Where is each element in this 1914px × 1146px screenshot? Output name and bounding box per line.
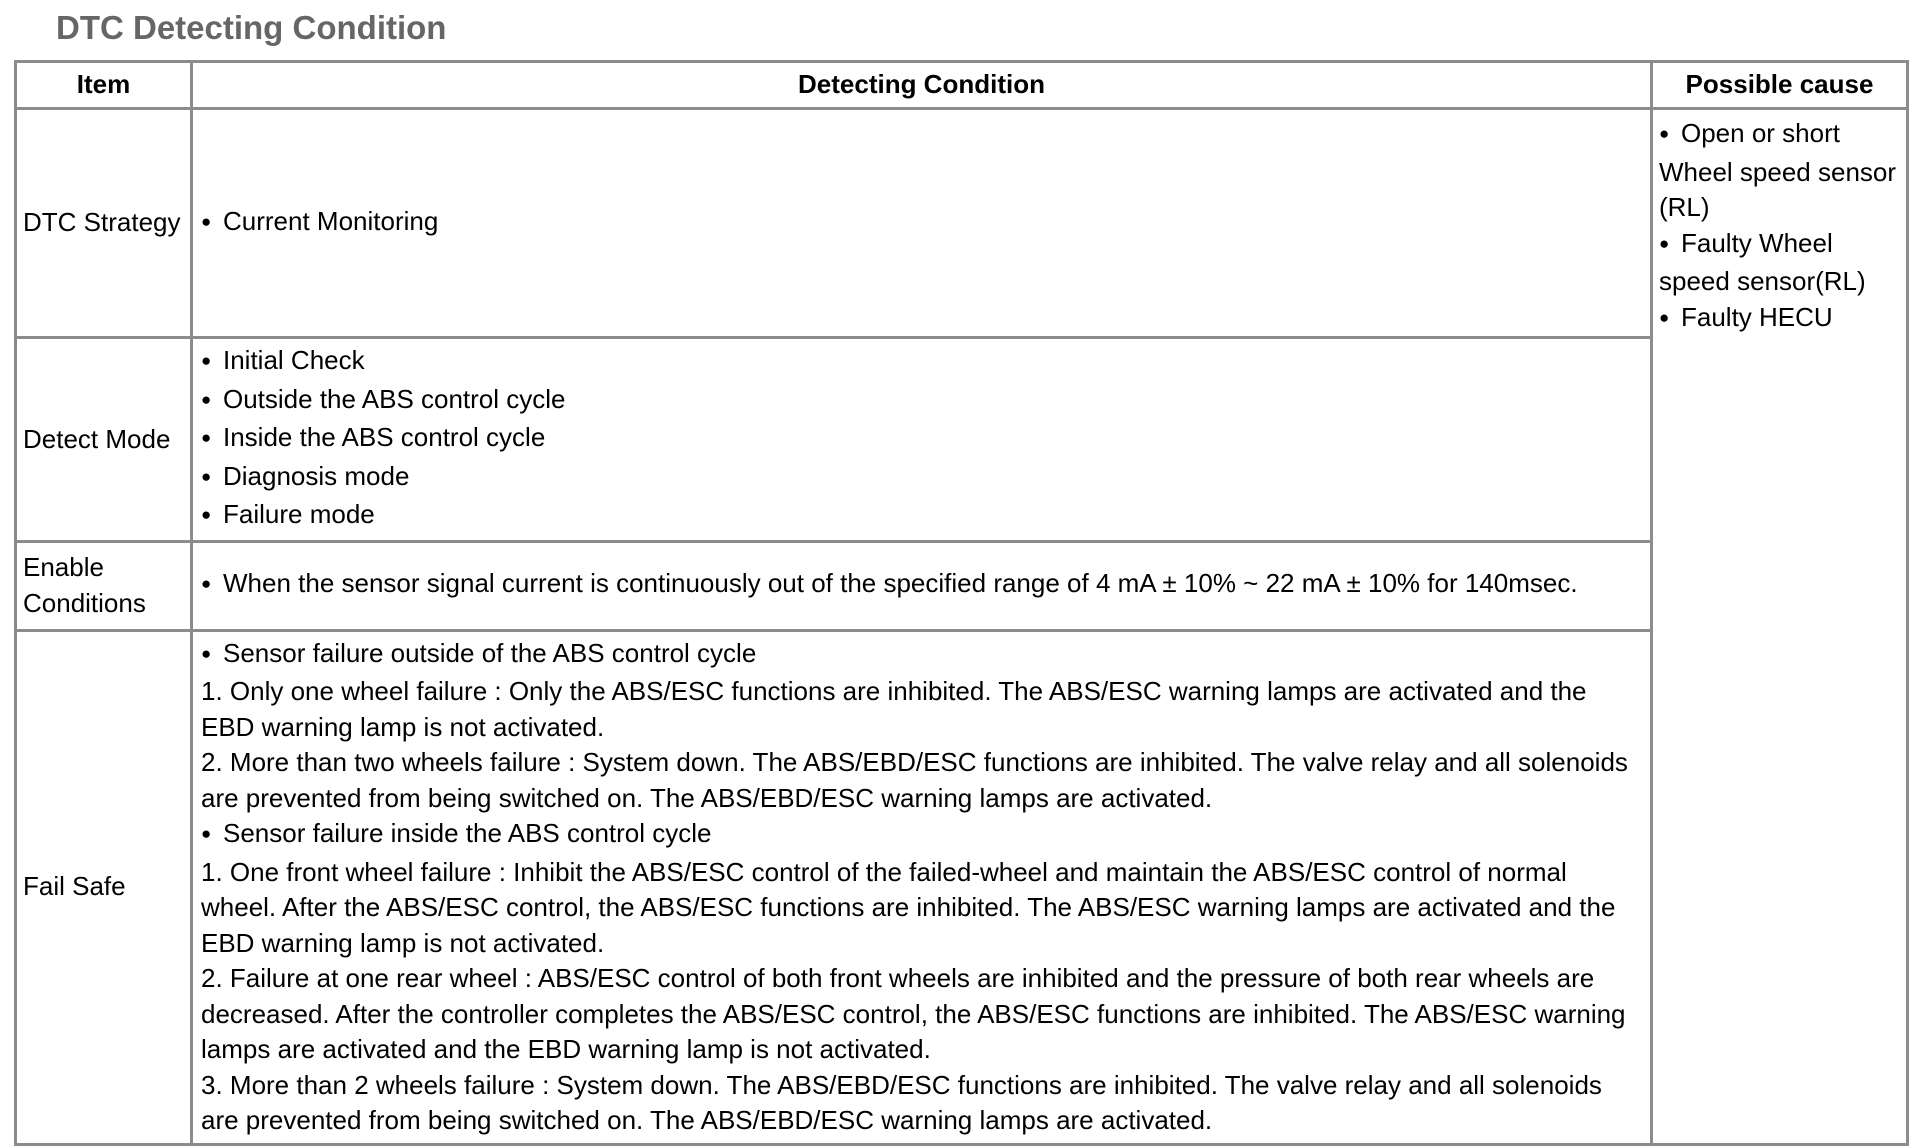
item-enable-conditions: Enable Conditions <box>16 541 192 630</box>
condition-text: Sensor failure outside of the ABS control cycle <box>223 637 757 668</box>
cause-item <box>1659 300 1900 339</box>
dtc-condition-table <box>14 60 1909 1146</box>
table-row-fail-safe <box>16 630 1908 1144</box>
header-possible-cause: Possible cause <box>1652 62 1908 109</box>
bullet-icon <box>201 459 223 498</box>
numbered-item: 2. Failure at one rear wheel : ABS/ESC control of both front wheels are inhibited and the pressure of both rear wheels are decreased. After the controller completes the ABS/ESC control, the ABS/ESC functions are inhibited. The ABS/ESC warning lamps are activated and the EBD warning lamp is not activated. <box>201 963 1626 1064</box>
numbered-item: 2. More than two wheels failure : System down. The ABS/EBD/ESC functions are inhibited. The valve relay and all solenoids are prevented from being switched on. The ABS/EBD/ESC warning lamps are activated. <box>201 747 1628 813</box>
condition-line <box>201 204 1646 243</box>
condition-dtc-strategy <box>192 109 1652 338</box>
table-row-detect-mode <box>16 338 1908 542</box>
condition-text: Outside the ABS control cycle <box>223 383 566 414</box>
condition-text: Diagnosis mode <box>223 460 410 491</box>
condition-text: When the sensor signal current is continuously out of the specified range of 4 mA ± 10% ~ 22 mA ± 10% for 140msec. <box>223 568 1578 599</box>
condition-enable-conditions <box>192 541 1652 630</box>
numbered-item: 1. One front wheel failure : Inhibit the ABS/ESC control of the failed-wheel and maintain the ABS/ESC control of normal wheel. After the ABS/ESC control, the ABS/ESC functions are inhibited. The ABS/ESC warning lamps are activated and the EBD warning lamp is not activated. <box>201 856 1616 958</box>
condition-line <box>201 382 1646 421</box>
bullet-icon <box>201 816 223 855</box>
bullet-icon <box>201 204 223 243</box>
bullet-icon <box>201 566 223 605</box>
bullet-icon <box>1659 116 1681 155</box>
header-item: Item <box>16 62 192 109</box>
table-row-enable-conditions <box>16 541 1908 630</box>
condition-text: Failure mode <box>223 499 375 529</box>
bullet-icon <box>201 497 223 536</box>
condition-line <box>201 343 1646 382</box>
numbered-item: 1. Only one wheel failure : Only the ABS/ESC functions are inhibited. The ABS/ESC warning lamps are activated and the EBD warning lamp is not activated. <box>201 676 1587 742</box>
condition-detect-mode <box>192 338 1652 542</box>
numbered-item: 3. More than 2 wheels failure : System down. The ABS/EBD/ESC functions are inhibited. The valve relay and all solenoids are prevented from being switched on. The ABS/EBD/ESC warning lamps are activated. <box>201 1069 1602 1135</box>
cause-text: Faulty Wheel speed sensor(RL) <box>1659 227 1866 296</box>
condition-line <box>201 459 1646 498</box>
condition-line <box>201 497 1646 536</box>
condition-line <box>201 636 1646 675</box>
table-row-dtc-strategy <box>16 109 1908 338</box>
condition-line <box>201 420 1646 459</box>
header-detecting-condition: Detecting Condition <box>192 62 1652 109</box>
item-dtc-strategy: DTC Strategy <box>16 109 192 338</box>
bullet-icon <box>201 343 223 382</box>
item-fail-safe: Fail Safe <box>16 630 192 1144</box>
condition-line <box>201 566 1646 605</box>
condition-text: Current Monitoring <box>223 205 439 236</box>
condition-text: Sensor failure inside the ABS control cycle <box>223 818 712 848</box>
possible-cause-cell <box>1652 109 1908 1145</box>
bullet-icon <box>1659 226 1681 265</box>
bullet-icon <box>201 636 223 675</box>
bullet-icon <box>201 382 223 421</box>
bullet-icon <box>201 420 223 459</box>
table-header-row <box>16 62 1908 109</box>
condition-text: Initial Check <box>223 345 365 375</box>
condition-line <box>201 816 1646 855</box>
cause-text: Faulty HECU <box>1681 301 1833 332</box>
condition-text: Inside the ABS control cycle <box>223 422 546 452</box>
bullet-icon <box>1659 300 1681 339</box>
cause-item <box>1659 226 1900 300</box>
condition-fail-safe <box>192 630 1652 1144</box>
item-detect-mode: Detect Mode <box>16 338 192 542</box>
cause-text: Open or short Wheel speed sensor (RL) <box>1659 118 1897 222</box>
cause-item <box>1659 116 1900 226</box>
page-title: DTC Detecting Condition <box>56 9 447 46</box>
